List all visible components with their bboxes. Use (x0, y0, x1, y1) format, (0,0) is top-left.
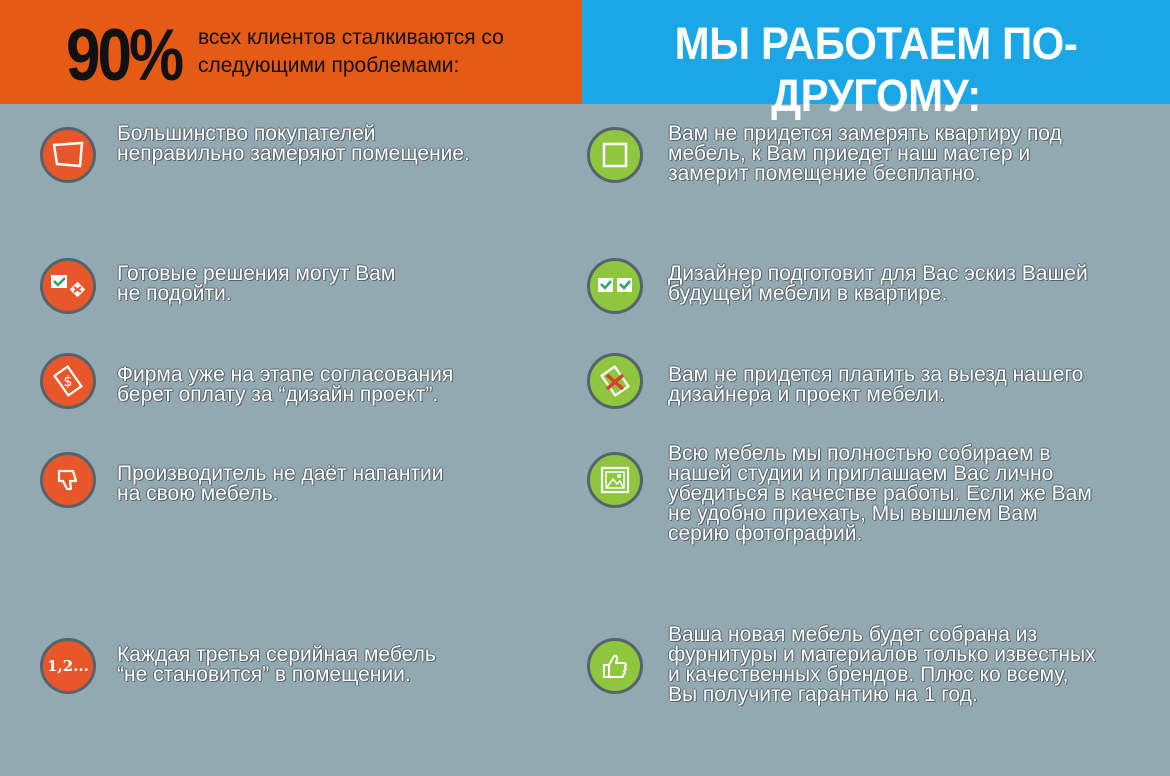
problem-line: Большинство покупателей (117, 122, 376, 145)
subtitle-line: всех клиентов сталкиваются со (198, 26, 504, 49)
solution-line: Вам не придется замерять квартиру под (668, 122, 1062, 145)
solutions-headline: МЫ РАБОТАЕМ ПО-ДРУГОМУ: (674, 18, 1078, 121)
floorplan-icon (40, 127, 96, 183)
solution-item (668, 444, 1163, 544)
solution-line: серию фотографий. (668, 522, 863, 545)
problems-header (0, 0, 582, 104)
check-cross-icon (40, 258, 96, 314)
problem-line: Готовые решения могут Вам (117, 262, 396, 285)
no-money-icon (587, 353, 643, 409)
solution-item (668, 264, 1163, 304)
solution-line: Ваша новая мебель будет собрана из (668, 623, 1038, 646)
thumbs-up-icon (587, 638, 643, 694)
photo-icon (587, 452, 643, 508)
problem-line: Производитель не даёт напантии (117, 462, 444, 485)
problem-line: на свою мебель. (117, 482, 279, 505)
problem-line: не подойти. (117, 282, 232, 305)
thumbs-down-icon (40, 452, 96, 508)
solution-line: Всю мебель мы полностью собираем в (668, 442, 1051, 465)
problem-item (117, 365, 567, 405)
problem-line: Каждая третья серийная мебель (117, 643, 436, 666)
solution-item (668, 625, 1163, 705)
problem-line: берет оплату за “дизайн проект”. (117, 383, 439, 406)
double-check-icon (587, 258, 643, 314)
solution-line: Дизайнер подготовит для Вас эскиз Вашей (668, 262, 1088, 285)
solution-item (668, 365, 1163, 405)
square-icon (587, 127, 643, 183)
percent-stat: 90% (66, 15, 182, 97)
numbers-icon (40, 638, 96, 694)
problem-item (117, 645, 567, 685)
problem-line: неправильно замеряют помещение. (117, 142, 470, 165)
header-subtitle (198, 24, 504, 80)
solution-line: и качественных брендов. Плюс ко всему, (668, 663, 1069, 686)
subtitle-line: следующими проблемами: (198, 54, 460, 77)
problem-item (117, 464, 567, 504)
solution-line: Вы получите гарантию на 1 год. (668, 683, 978, 706)
solution-item (668, 124, 1163, 184)
svg-text:$: $ (63, 374, 73, 390)
solution-line: фурнитуры и материалов только известных (668, 643, 1096, 666)
solution-line: Вам не придется платить за выезд нашего (668, 363, 1084, 386)
solution-line: мебель, к Вам приедет наш мастер и (668, 142, 1031, 165)
solution-line: будущей мебели в квартире. (668, 282, 948, 305)
solution-line: нашей студии и приглашаем Вас лично (668, 462, 1054, 485)
problem-line: Фирма уже на этапе согласования (117, 363, 454, 386)
solution-line: убедиться в качестве работы. Если же Вам (668, 482, 1092, 505)
solution-line: замерит помещение бесплатно. (668, 162, 981, 185)
solution-line: дизайнера и проект мебели. (668, 383, 945, 406)
problem-item (117, 124, 567, 164)
money-icon (40, 353, 96, 409)
problem-line: “не становится” в помещении. (117, 663, 411, 686)
problem-item (117, 264, 567, 304)
solution-line: не удобно приехать, Мы вышлем Вам (668, 502, 1038, 525)
numbers-icon-label: 1,2... (47, 657, 89, 675)
